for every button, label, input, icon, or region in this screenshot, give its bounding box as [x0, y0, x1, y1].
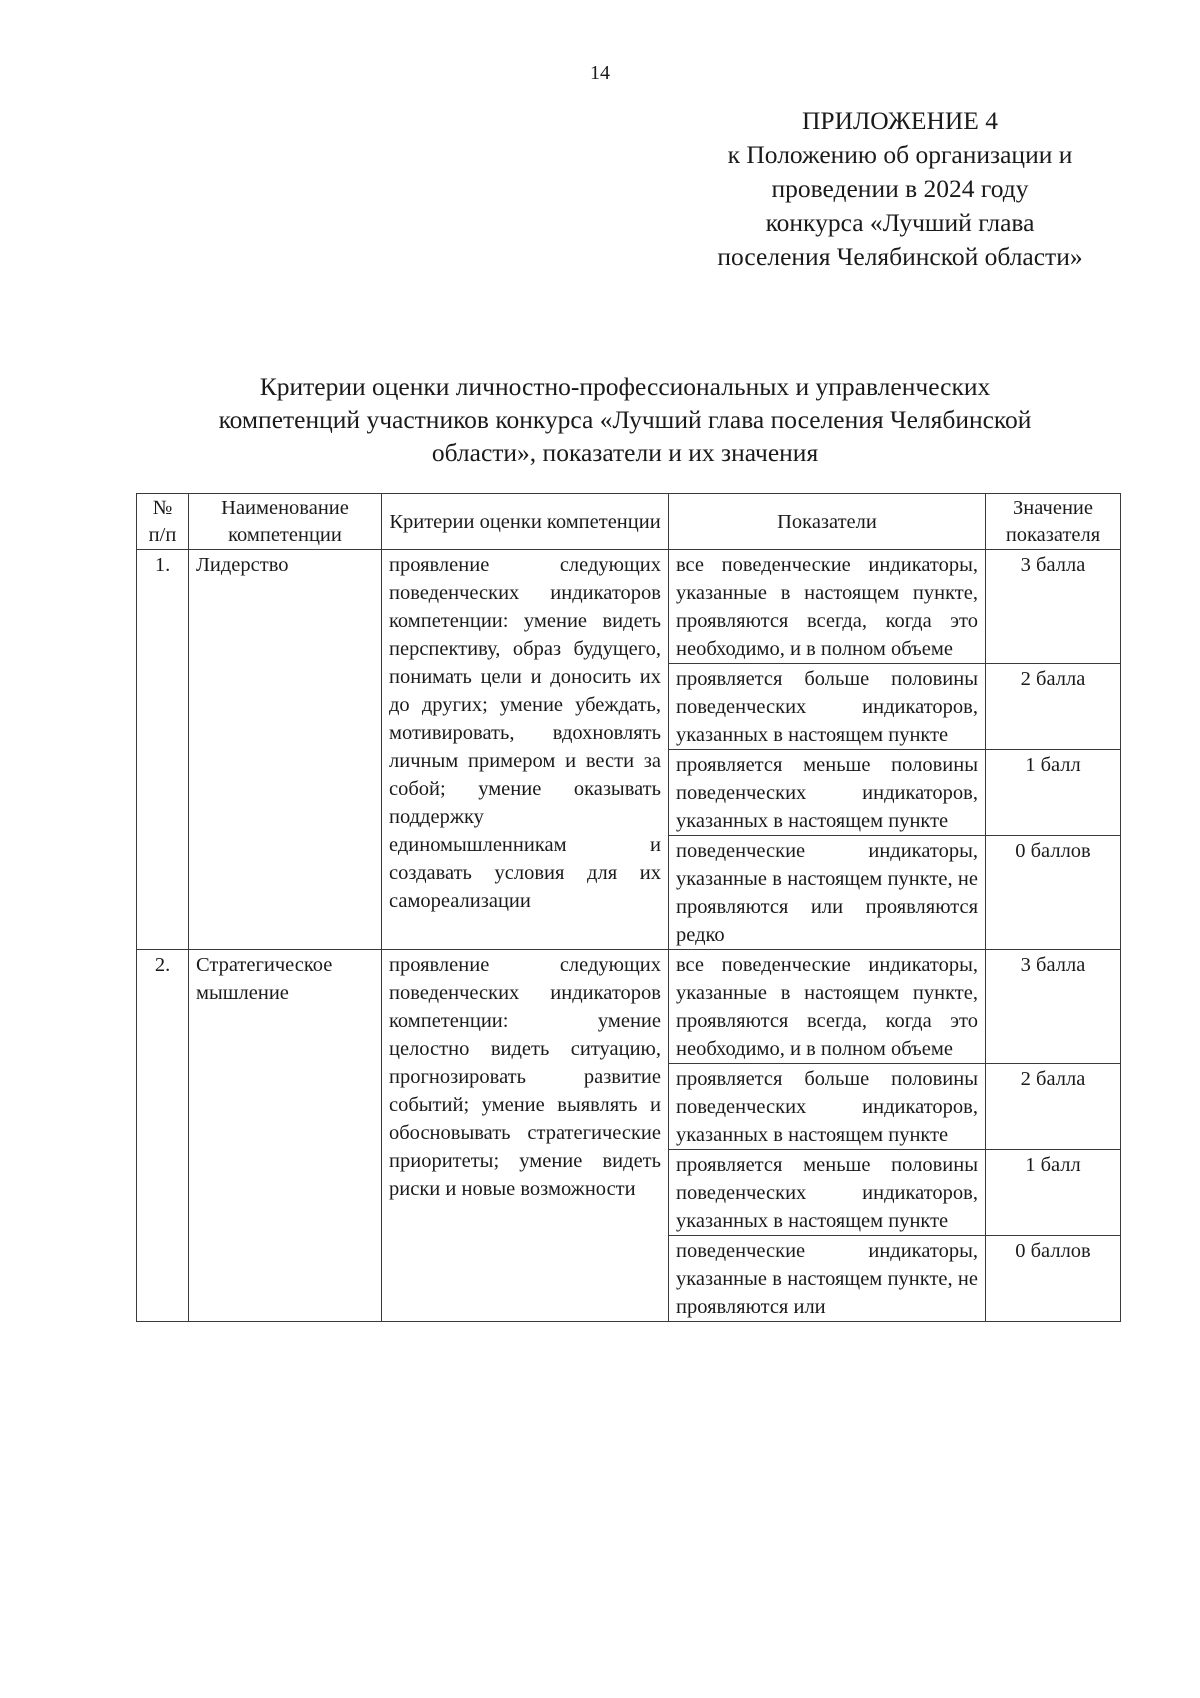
value-cell: 0 баллов [986, 1236, 1121, 1322]
header-name: Наименование компетенции [189, 494, 382, 550]
appendix-block [680, 104, 1120, 274]
section-number: 1. [137, 550, 189, 950]
section-number: 2. [137, 950, 189, 1322]
indicator-cell: поведенческие индикаторы, указанные в настоящем пункте, не проявляются или [669, 1236, 986, 1322]
header-value: Значение показателя [986, 494, 1121, 550]
competence-criteria: проявление следующих поведенческих индикаторов компетенции: умение целостно видеть ситуацию, прогнозировать развитие событий; умение выявлять и обосновывать стратегические приоритеты; умение видеть риски и новые возможности [382, 950, 669, 1322]
competence-name: Стратегическое мышление [189, 950, 382, 1322]
appendix-line: к Положению об организации и [727, 140, 1073, 169]
header-num: № п/п [137, 494, 189, 550]
table-header-row [137, 494, 1121, 550]
table-row [137, 950, 1121, 1064]
title-line: Критерии оценки личностно-профессиональных и управленческих [259, 372, 991, 401]
indicator-cell: поведенческие индикаторы, указанные в настоящем пункте, не проявляются или проявляются редко [669, 836, 986, 950]
appendix-line: поселения Челябинской области» [717, 242, 1083, 271]
indicator-cell: проявляется больше половины поведенческих индикаторов, указанных в настоящем пункте [669, 1064, 986, 1150]
indicator-cell: проявляется меньше половины поведенческих индикаторов, указанных в настоящем пункте [669, 750, 986, 836]
title-line: компетенций участников конкурса «Лучший глава поселения Челябинской [218, 405, 1032, 434]
competence-criteria: проявление следующих поведенческих индикаторов компетенции: умение видеть перспективу, образ будущего, понимать цели и доносить их до других; умение убеждать, мотивировать, вдохновлять личным примером и вести за собой; умение оказывать поддержку единомышленникам и создавать условия для их самореализации [382, 550, 669, 950]
appendix-line: конкурса «Лучший глава [765, 208, 1035, 237]
value-cell: 1 балл [986, 1150, 1121, 1236]
value-cell: 1 балл [986, 750, 1121, 836]
indicator-cell: проявляется больше половины поведенческих индикаторов, указанных в настоящем пункте [669, 664, 986, 750]
indicator-cell: все поведенческие индикаторы, указанные в настоящем пункте, проявляются всегда, когда это необходимо, и в полном объеме [669, 950, 986, 1064]
value-cell: 2 балла [986, 1064, 1121, 1150]
header-criteria: Критерии оценки компетенции [382, 494, 669, 550]
value-cell: 3 балла [986, 950, 1121, 1064]
document-title [130, 370, 1120, 469]
competence-name: Лидерство [189, 550, 382, 950]
page-number: 14 [590, 62, 610, 84]
indicator-cell: проявляется меньше половины поведенческих индикаторов, указанных в настоящем пункте [669, 1150, 986, 1236]
appendix-line: проведении в 2024 году [771, 174, 1029, 203]
appendix-heading: ПРИЛОЖЕНИЕ 4 [801, 106, 999, 135]
value-cell: 2 балла [986, 664, 1121, 750]
table-row [137, 550, 1121, 664]
value-cell: 0 баллов [986, 836, 1121, 950]
indicator-cell: все поведенческие индикаторы, указанные в настоящем пункте, проявляются всегда, когда это необходимо, и в полном объеме [669, 550, 986, 664]
criteria-table [136, 493, 1121, 1322]
header-indicators: Показатели [669, 494, 986, 550]
title-line: области», показатели и их значения [431, 438, 819, 467]
value-cell: 3 балла [986, 550, 1121, 664]
